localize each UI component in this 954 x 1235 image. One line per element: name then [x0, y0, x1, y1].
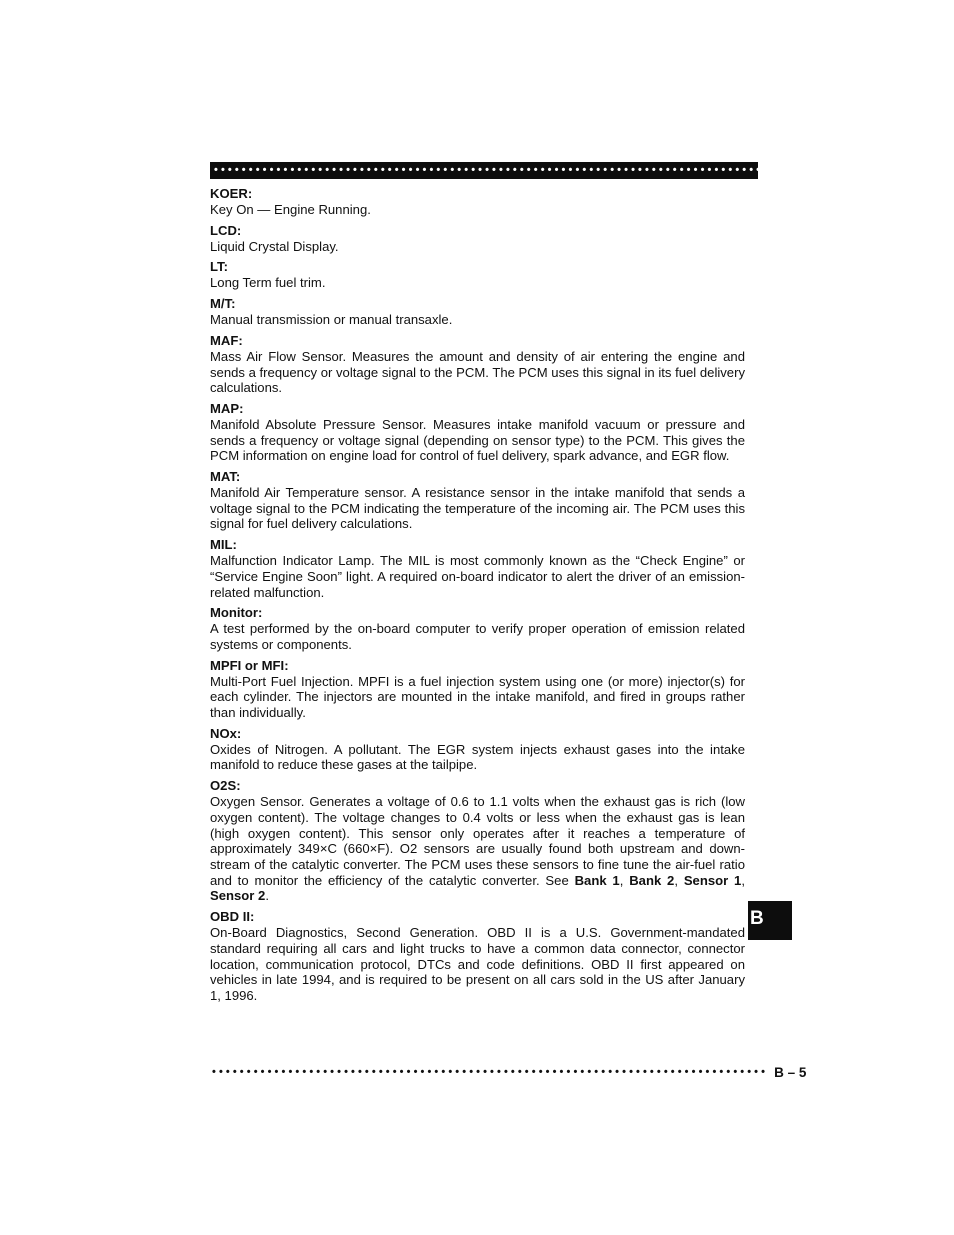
page-footer: [212, 1063, 807, 1081]
chapter-tab-label: B: [750, 908, 764, 929]
section-header-bar: [210, 162, 826, 179]
footer-dot-leader: ••••••••••••••••••••••••••••••••••••••••••••••••••••••••••••••••••••••••••••••••: [212, 1066, 769, 1078]
reference-separator: ,: [674, 872, 684, 888]
glossary-definition: Liquid Crystal Display.: [210, 238, 339, 254]
header-dot-leader: ••••••••••••••••••••••••••••••••••••••••••••••••••••••••••••••••••••••••••••••••: [214, 164, 771, 176]
glossary-term: MIL:: [210, 537, 237, 553]
glossary-term: NOx:: [210, 725, 242, 741]
glossary-definition: Manual transmission or manual transaxle.: [210, 312, 453, 328]
glossary-entry: [210, 778, 745, 904]
glossary-term: LT:: [210, 259, 228, 275]
glossary-entry: [210, 605, 745, 652]
reference-separator: ,: [741, 872, 745, 888]
cross-reference-term: Sensor 2: [210, 888, 266, 904]
glossary-entry: [210, 658, 745, 721]
glossary-term: MAP:: [210, 400, 244, 416]
reference-separator: .: [265, 888, 269, 904]
glossary-term: MPFI or MFI:: [210, 657, 289, 673]
glossary-term: KOER:: [210, 186, 253, 201]
glossary-entry: [210, 537, 745, 600]
reference-separator: ,: [619, 872, 630, 888]
glossary-definition: Multi-Port Fuel Injection. MPFI is a fuel injection system using one (or more) injector(s) for each cylinder. The injectors are mounted in the intake manifold, and fired in groups rather than individually.: [210, 673, 745, 721]
glossary-term: OBD II:: [210, 909, 255, 925]
glossary-definition: Oxides of Nitrogen. A pollutant. The EGR system injects exhaust gases into the intake manifold to reduce these gases at the tailpipe.: [210, 741, 745, 773]
glossary-entry: [210, 333, 745, 396]
glossary-definition: Mass Air Flow Sensor. Measures the amount and density of air entering the engine and sends a frequency or voltage signal to the PCM. The PCM uses this signal in its fuel delivery calculations.: [210, 348, 745, 396]
glossary-definition: On-Board Diagnostics, Second Generation. OBD II is a U.S. Government-mandated standard requiring all cars and light trucks to have a common data connector, connector location, communication protocol, DTCs and code definitions. OBD II first appeared on vehicles in late 1994, and is required to be present on all cars sold in the US after January 1, 1996.: [210, 925, 745, 1003]
glossary-term: O2S:: [210, 778, 241, 794]
cross-reference-term: Bank 2: [629, 872, 675, 888]
glossary-definition: Manifold Air Temperature sensor. A resistance sensor in the intake manifold that sends a voltage signal to the PCM indicating the temperature of the incoming air. The PCM uses this signal for fuel delivery calculations.: [210, 485, 745, 532]
glossary-term: MAF:: [210, 332, 243, 348]
glossary-definition: [210, 794, 745, 904]
glossary-definition: Key On — Engine Running.: [210, 202, 371, 217]
chapter-tab: [748, 901, 792, 940]
cross-reference-term: Bank 1: [574, 872, 620, 888]
glossary-entry: [210, 223, 745, 255]
definition-text: Oxygen Sensor. Generates a voltage of 0.6 to 1.1 volts when the exhaust gas is rich (low oxygen content). The voltage changes to 0.4 volts or less when the exhaust gas is lean (high oxygen content). This sensor only operates after it reaches a temperature of approximately 349×C (660×F). O2 sensors are usually found both upstream and down-stream of the catalytic converter. The PCM uses these sensors to fine tune the air-fuel ratio and to monitor the efficiency of the catalytic converter. See: [210, 794, 745, 888]
page-number: B – 5: [774, 1064, 807, 1080]
glossary-term: Monitor:: [210, 605, 263, 621]
glossary-term: M/T:: [210, 296, 236, 312]
glossary-term: MAT:: [210, 469, 241, 485]
glossary-definition: Malfunction Indicator Lamp. The MIL is most commonly known as the “Check Engine” or “Service Engine Soon” light. A required on-board indicator to alert the driver of an emission-related malfunction.: [210, 553, 745, 600]
glossary-term: LCD:: [210, 222, 242, 238]
glossary-entry: [210, 259, 745, 291]
glossary-list: [210, 186, 745, 1009]
glossary-entry: [210, 296, 745, 328]
glossary-definition: Long Term fuel trim.: [210, 275, 326, 291]
glossary-entry: [210, 909, 745, 1004]
cross-reference-term: Sensor 1: [683, 872, 742, 888]
glossary-entry: [210, 726, 745, 773]
glossary-definition: Manifold Absolute Pressure Sensor. Measures intake manifold vacuum or pressure and sends a frequency or voltage signal (depending on sensor type) to the PCM. This gives the PCM information on engine load for control of fuel delivery, spark advance, and EGR flow.: [210, 416, 745, 464]
glossary-entry: [210, 186, 745, 218]
glossary-definition: A test performed by the on-board computer to verify proper operation of emission related systems or components.: [210, 621, 745, 652]
section-title: Glossary: [776, 164, 826, 177]
glossary-entry: [210, 469, 745, 532]
glossary-entry: [210, 401, 745, 464]
